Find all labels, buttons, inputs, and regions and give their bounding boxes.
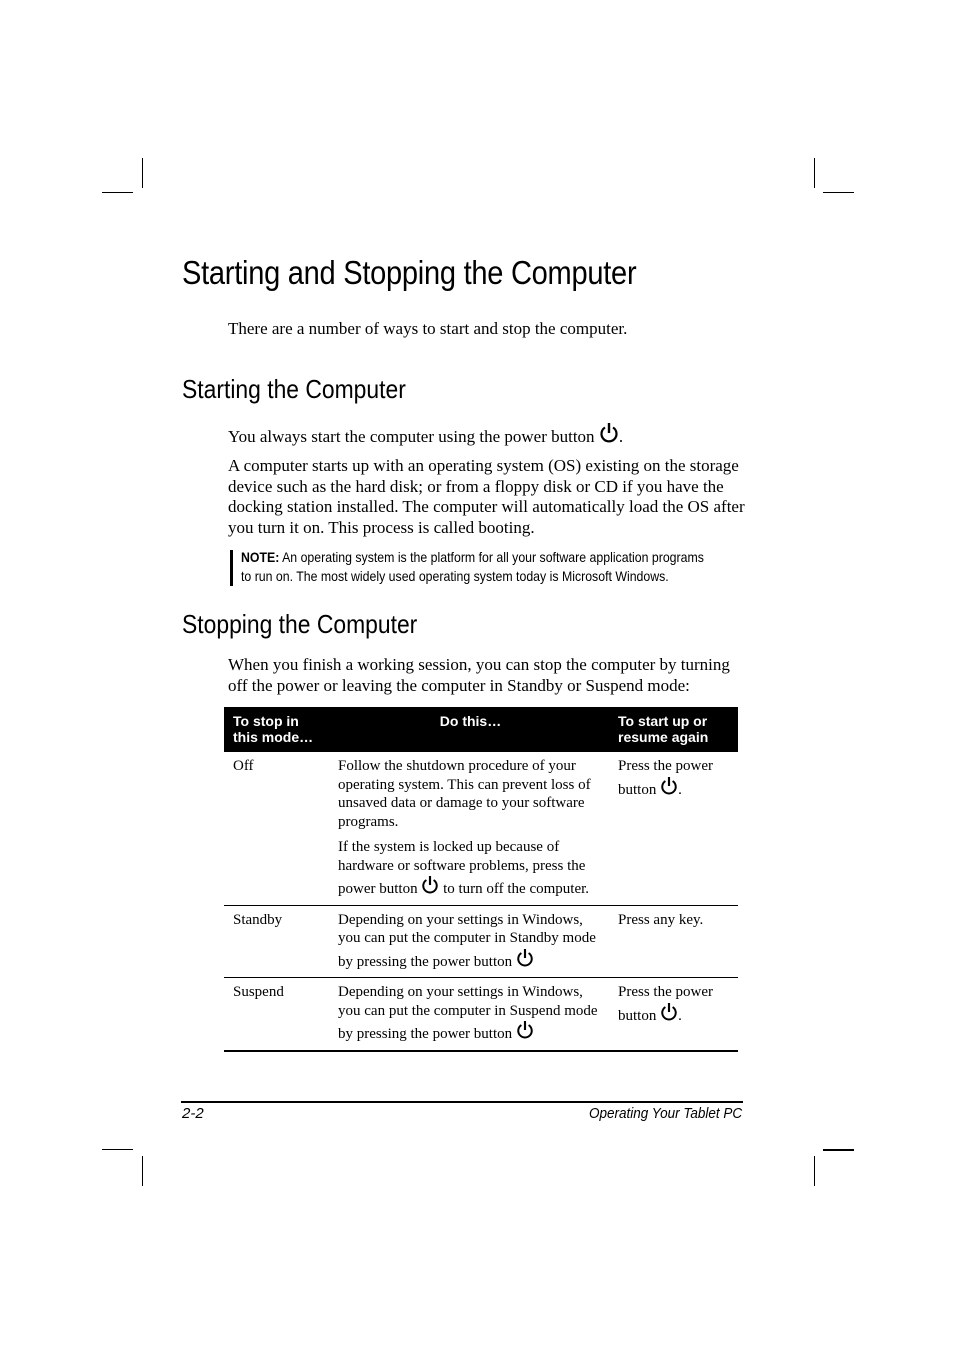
resume-text-end: . <box>678 781 682 798</box>
footer-rule <box>181 1101 743 1103</box>
section-heading-starting: Starting the Computer <box>182 374 406 404</box>
boot-paragraph: A computer starts up with an operating system (OS) existing on the storage device such as the hard disk; or from a floppy disk or CD if you have the docking station installed. The computer will automatically load the OS after you turn it on. This process is called booting. <box>228 456 745 537</box>
header-resume: To start up or resume again <box>609 707 738 752</box>
note-label: NOTE: <box>241 549 280 565</box>
header-stop-mode: To stop in this mode… <box>224 707 329 752</box>
section-heading-stopping: Stopping the Computer <box>182 609 418 639</box>
action-cell <box>329 752 609 905</box>
table-row <box>224 752 738 905</box>
crop-mark <box>142 158 143 188</box>
power-icon <box>660 1002 678 1028</box>
action-text: Depending on your settings in Windows, you can put the computer in Standby mode by pressing the power button <box>338 911 596 970</box>
start-text: You always start the computer using the power button <box>228 427 595 446</box>
crop-mark <box>102 192 133 193</box>
chapter-title: Operating Your Tablet PC <box>588 1105 742 1122</box>
power-icon <box>421 875 439 901</box>
stop-paragraph: When you finish a working session, you can stop the computer by turning off the power or leaving the computer in Standby or Suspend mode: <box>228 655 730 695</box>
table-row <box>224 978 738 1051</box>
table-row <box>224 905 738 978</box>
crop-mark <box>142 1156 143 1186</box>
crop-mark <box>823 192 854 193</box>
start-text-end: . <box>618 427 624 446</box>
table-header-row <box>224 707 738 752</box>
modes-table <box>224 707 738 1052</box>
power-icon <box>660 776 678 802</box>
crop-mark <box>814 1156 815 1186</box>
action-cell <box>329 905 609 978</box>
start-paragraph <box>228 422 746 450</box>
note-text: An operating system is the platform for all your software application programs to run on. The most widely used operating system today is Microsoft Windows. <box>241 549 704 584</box>
resume-cell: Press any key. <box>609 905 738 978</box>
note-bar <box>230 550 233 586</box>
crop-mark <box>814 158 815 188</box>
crop-mark <box>823 1149 854 1151</box>
intro-paragraph: There are a number of ways to start and stop the computer. <box>228 319 628 338</box>
action-cell <box>329 978 609 1051</box>
crop-mark <box>102 1149 133 1150</box>
note <box>241 548 707 586</box>
action-text: Follow the shutdown procedure of your operating system. This can prevent loss of unsaved data or damage to your software programs. <box>338 758 591 830</box>
resume-cell <box>609 752 738 905</box>
page-number: 2-2 <box>182 1105 204 1122</box>
page-title: Starting and Stopping the Computer <box>182 254 637 291</box>
mode-cell: Off <box>224 752 329 905</box>
mode-cell: Standby <box>224 905 329 978</box>
action-text-b: to turn off the computer. <box>443 881 590 897</box>
action-text <box>338 838 605 901</box>
header-action: Do this… <box>329 707 609 752</box>
resume-cell <box>609 978 738 1051</box>
action-text-a: If the system is locked up because of hardware or software problems, press the power button <box>338 839 586 897</box>
power-icon <box>599 422 619 450</box>
mode-cell: Suspend <box>224 978 329 1051</box>
power-icon <box>516 948 534 974</box>
resume-text: Press the power button <box>618 984 713 1024</box>
resume-text-end: . <box>678 1007 682 1024</box>
action-text: Depending on your settings in Windows, you can put the computer in Suspend mode by pressing the power button <box>338 984 598 1042</box>
power-icon <box>516 1020 534 1046</box>
resume-text: Press the power button <box>618 758 713 798</box>
